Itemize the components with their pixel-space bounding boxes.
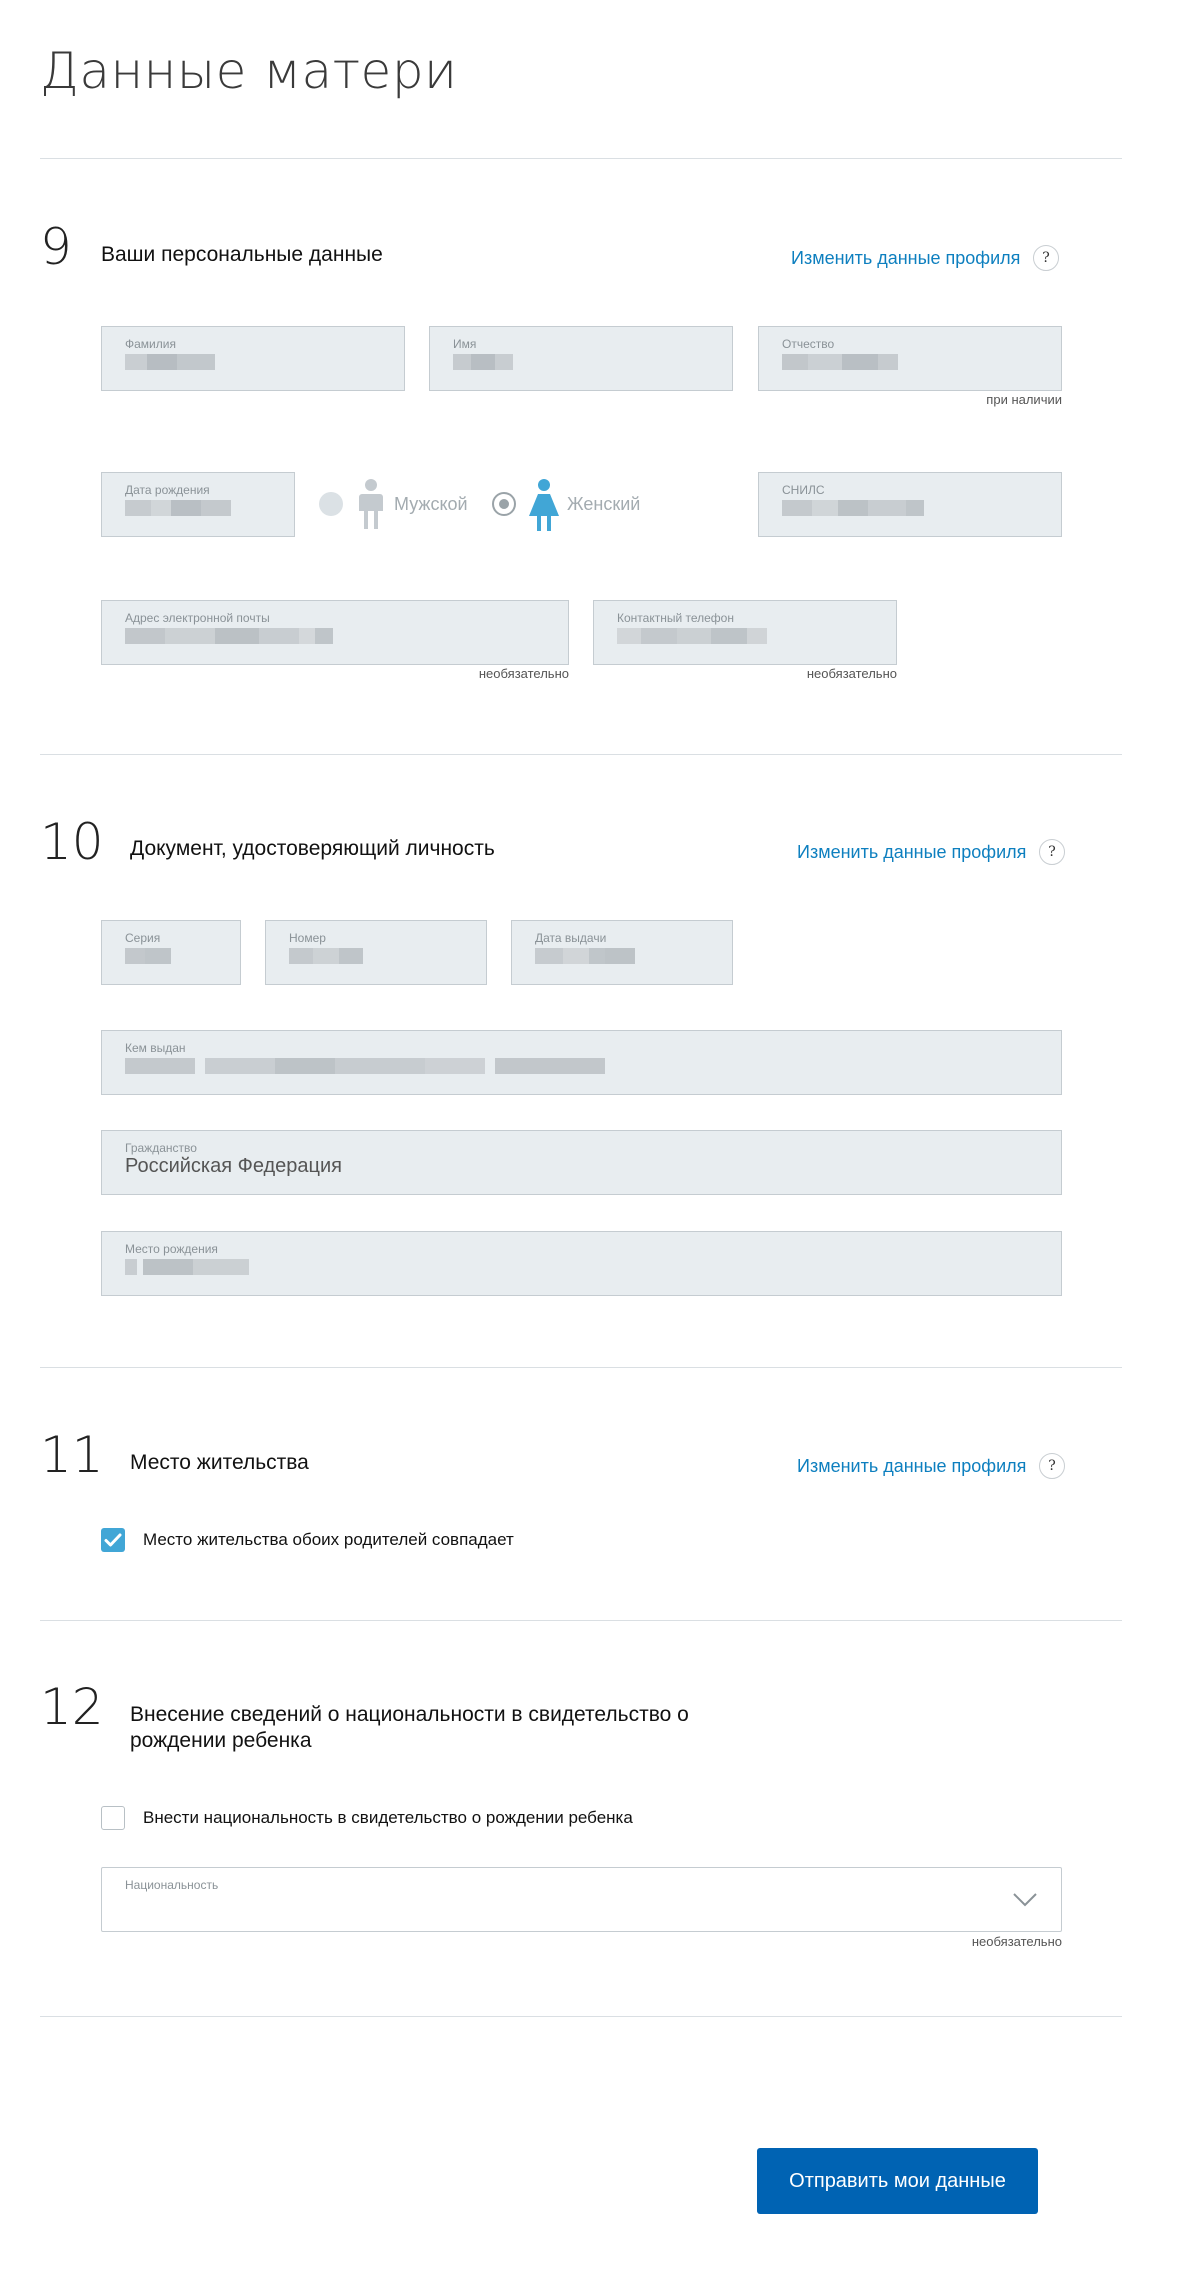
chevron-down-icon: [1012, 1892, 1038, 1908]
snils-label: СНИЛС: [782, 483, 825, 497]
birth-date-label: Дата рождения: [125, 483, 210, 497]
blurred-value: [782, 353, 898, 371]
help-icon[interactable]: ?: [1033, 245, 1059, 271]
blurred-value: [125, 947, 171, 965]
email-hint: необязательно: [478, 666, 569, 681]
edit-profile-link[interactable]: Изменить данные профиля: [797, 842, 1027, 862]
citizenship-field[interactable]: [101, 1130, 1062, 1195]
birth-place-field[interactable]: [101, 1231, 1062, 1296]
number-label: Номер: [289, 931, 326, 945]
divider: [40, 754, 1122, 755]
email-field[interactable]: [101, 600, 569, 665]
nationality-select[interactable]: [101, 1867, 1062, 1932]
issue-date-label: Дата выдачи: [535, 931, 607, 945]
female-label[interactable]: Женский: [567, 494, 641, 514]
section-10-number: 10: [40, 813, 104, 871]
female-icon: [527, 479, 561, 531]
help-icon[interactable]: ?: [1039, 839, 1065, 865]
last-name-field[interactable]: [101, 326, 405, 391]
page-title: Данные матери: [40, 42, 458, 100]
nationality-hint: необязательно: [971, 1934, 1062, 1949]
series-label: Серия: [125, 931, 161, 945]
nationality-checkbox[interactable]: [101, 1806, 125, 1830]
patronymic-label: Отчество: [782, 337, 835, 351]
patronymic-field[interactable]: [758, 326, 1062, 391]
divider: [40, 1620, 1122, 1621]
check-icon: [101, 1528, 125, 1552]
birth-place-label: Место рождения: [125, 1242, 218, 1256]
male-label[interactable]: Мужской: [394, 494, 468, 514]
blurred-value: [125, 627, 333, 645]
section-9-number: 9: [40, 218, 72, 276]
section-12-number: 12: [40, 1678, 104, 1736]
email-label: Адрес электронной почты: [125, 611, 270, 625]
citizenship-value: Российская Федерация: [125, 1155, 343, 1177]
blurred-value: [125, 1057, 605, 1075]
number-field[interactable]: [265, 920, 487, 985]
divider: [40, 2016, 1122, 2017]
edit-profile-link[interactable]: Изменить данные профиля: [797, 1456, 1027, 1476]
blurred-value: [617, 627, 767, 645]
blurred-value: [125, 353, 215, 371]
same-residence-checkbox[interactable]: [101, 1528, 125, 1552]
male-icon: [354, 479, 388, 529]
female-radio[interactable]: [492, 492, 516, 516]
divider: [40, 1367, 1122, 1368]
blurred-value: [453, 353, 513, 371]
nationality-label: Национальность: [125, 1878, 219, 1892]
nationality-checkbox-label[interactable]: Внести национальность в свидетельство о рождении ребенка: [143, 1808, 633, 1827]
edit-profile-link[interactable]: Изменить данные профиля: [791, 248, 1021, 268]
same-residence-label[interactable]: Место жительства обоих родителей совпадает: [143, 1530, 514, 1549]
male-radio[interactable]: [319, 492, 343, 516]
blurred-value: [535, 947, 635, 965]
issued-by-label: Кем выдан: [125, 1041, 186, 1055]
section-11-number: 11: [40, 1426, 104, 1484]
section-11-title: Место жительства: [130, 1451, 309, 1474]
last-name-label: Фамилия: [125, 337, 176, 351]
blurred-value: [289, 947, 363, 965]
series-field[interactable]: [101, 920, 241, 985]
blurred-value: [782, 499, 924, 517]
snils-field[interactable]: [758, 472, 1062, 537]
first-name-label: Имя: [453, 337, 477, 351]
submit-button[interactable]: Отправить мои данные: [757, 2148, 1038, 2214]
phone-field[interactable]: [593, 600, 897, 665]
patronymic-hint: при наличии: [986, 392, 1062, 407]
phone-label: Контактный телефон: [617, 611, 734, 625]
help-icon[interactable]: ?: [1039, 1453, 1065, 1479]
citizenship-label: Гражданство: [125, 1141, 197, 1155]
blurred-value: [125, 499, 231, 517]
section-9-title: Ваши персональные данные: [101, 243, 383, 266]
section-12-title-line1: Внесение сведений о национальности в свидетельство о: [130, 1703, 689, 1726]
issued-by-field[interactable]: [101, 1030, 1062, 1095]
birth-date-field[interactable]: [101, 472, 295, 537]
blurred-value: [125, 1258, 249, 1276]
section-10-title: Документ, удостоверяющий личность: [130, 837, 495, 860]
section-12-title-line2: рождении ребенка: [130, 1729, 312, 1752]
first-name-field[interactable]: [429, 326, 733, 391]
phone-hint: необязательно: [806, 666, 897, 681]
divider: [40, 158, 1122, 159]
issue-date-field[interactable]: [511, 920, 733, 985]
